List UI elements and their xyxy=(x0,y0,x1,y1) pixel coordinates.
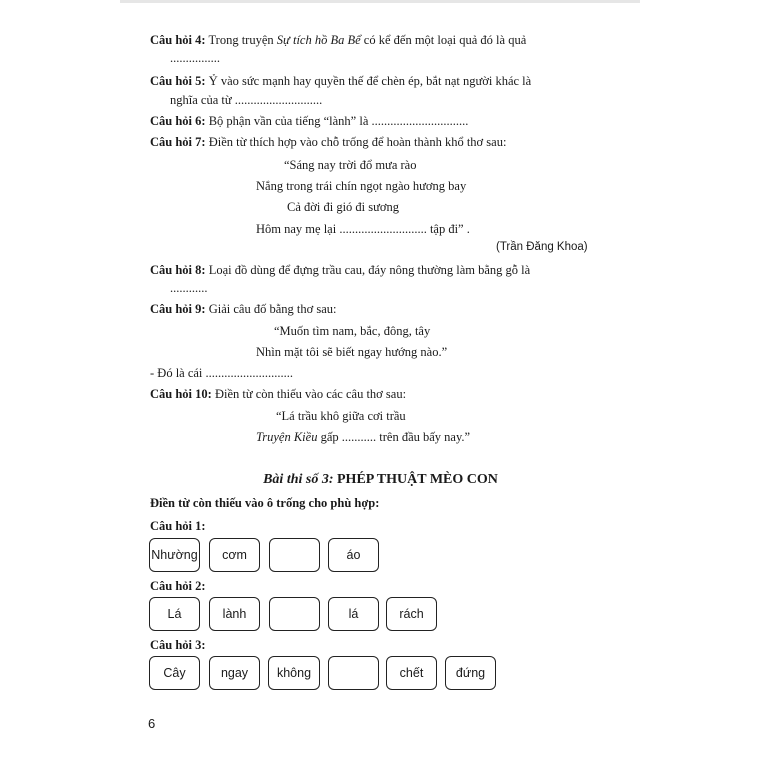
question-9-text: Giải câu đố bằng thơ sau: xyxy=(205,302,337,316)
riddle-line: Nhìn mặt tôi sẽ biết ngay hướng nào.” xyxy=(256,345,448,359)
word-box: không xyxy=(268,656,320,690)
question-8 xyxy=(150,262,530,278)
question-8-blank: ............ xyxy=(170,281,208,295)
section-title-italic: Bài thi số 3: xyxy=(263,472,334,487)
book-title: Truyện Kiều xyxy=(256,430,318,444)
question-5-line-2: nghĩa của từ ............................ xyxy=(170,93,323,107)
question-7-text: Điền từ thích hợp vào chỗ trống để hoàn thành khổ thơ sau: xyxy=(205,135,507,149)
poem-line: Hôm nay mẹ lại ............................ tập đi” . xyxy=(256,222,470,236)
question-6-text: Bộ phận vần của tiếng “lành” là ............................... xyxy=(205,114,469,128)
blank-box[interactable] xyxy=(269,597,320,631)
word-box: cơm xyxy=(209,538,260,572)
word-box: áo xyxy=(328,538,379,572)
question-4 xyxy=(150,32,526,48)
question-9 xyxy=(150,301,336,317)
question-5-label: Câu hỏi 5: xyxy=(150,74,206,88)
page-number: 6 xyxy=(148,716,156,731)
word-box: lá xyxy=(328,597,379,631)
question-4-label: Câu hỏi 4: xyxy=(150,33,206,47)
question-6 xyxy=(150,113,468,129)
question-6-label: Câu hỏi 6: xyxy=(150,114,206,128)
blank-box[interactable] xyxy=(328,656,379,690)
word-box: Cây xyxy=(149,656,200,690)
riddle-answer: - Đó là cái ............................ xyxy=(150,366,294,380)
word-box: lành xyxy=(209,597,260,631)
word-box: Lá xyxy=(149,597,200,631)
section-title xyxy=(0,472,761,488)
verse-line xyxy=(256,429,470,445)
poem-line: “Sáng nay trời đổ mưa rào xyxy=(284,158,417,172)
box-question-2-label: Câu hỏi 2: xyxy=(150,579,206,593)
question-7 xyxy=(150,134,506,150)
word-box: rách xyxy=(386,597,437,631)
question-10 xyxy=(150,386,406,402)
question-9-label: Câu hỏi 9: xyxy=(150,302,206,316)
question-5 xyxy=(150,73,531,89)
box-question-1-label: Câu hỏi 1: xyxy=(150,519,206,533)
box-question-3-label: Câu hỏi 3: xyxy=(150,638,206,652)
question-4-blank: ................ xyxy=(170,51,220,65)
question-5-text: Ỷ vào sức mạnh hay quyền thế để chèn ép, bắt nạt người khác là xyxy=(205,74,532,88)
blank-box[interactable] xyxy=(269,538,320,572)
section-instruction: Điền từ còn thiếu vào ô trống cho phù hợp: xyxy=(150,496,380,510)
verse-line: “Lá trầu khô giữa cơi trầu xyxy=(276,409,406,423)
word-box: đứng xyxy=(445,656,496,690)
section-title-rest: PHÉP THUẬT MÈO CON xyxy=(333,472,498,487)
question-4-text-a: Trong truyện xyxy=(205,33,277,47)
poem-author: (Trần Đăng Khoa) xyxy=(496,241,588,253)
word-box: ngay xyxy=(209,656,260,690)
question-10-text: Điền từ còn thiếu vào các câu thơ sau: xyxy=(211,387,407,401)
question-8-label: Câu hỏi 8: xyxy=(150,263,206,277)
poem-line: Nắng trong trái chín ngọt ngào hương bay xyxy=(256,179,467,193)
question-7-label: Câu hỏi 7: xyxy=(150,135,206,149)
question-4-text-b: có kể đến một loại quả đó là quả xyxy=(360,33,527,47)
question-8-text: Loại đồ dùng để đựng trầu cau, đáy nông thường làm bằng gỗ là xyxy=(205,263,531,277)
poem-line: Cả đời đi gió đi sương xyxy=(287,200,400,214)
top-divider xyxy=(120,0,640,3)
verse-rest: gấp ........... trên đầu bấy nay.” xyxy=(317,430,471,444)
word-box: Nhường xyxy=(149,538,200,572)
story-title: Sự tích hồ Ba Bể xyxy=(276,33,361,47)
question-10-label: Câu hỏi 10: xyxy=(150,387,212,401)
word-box: chết xyxy=(386,656,437,690)
riddle-line: “Muốn tìm nam, bắc, đông, tây xyxy=(274,324,431,338)
